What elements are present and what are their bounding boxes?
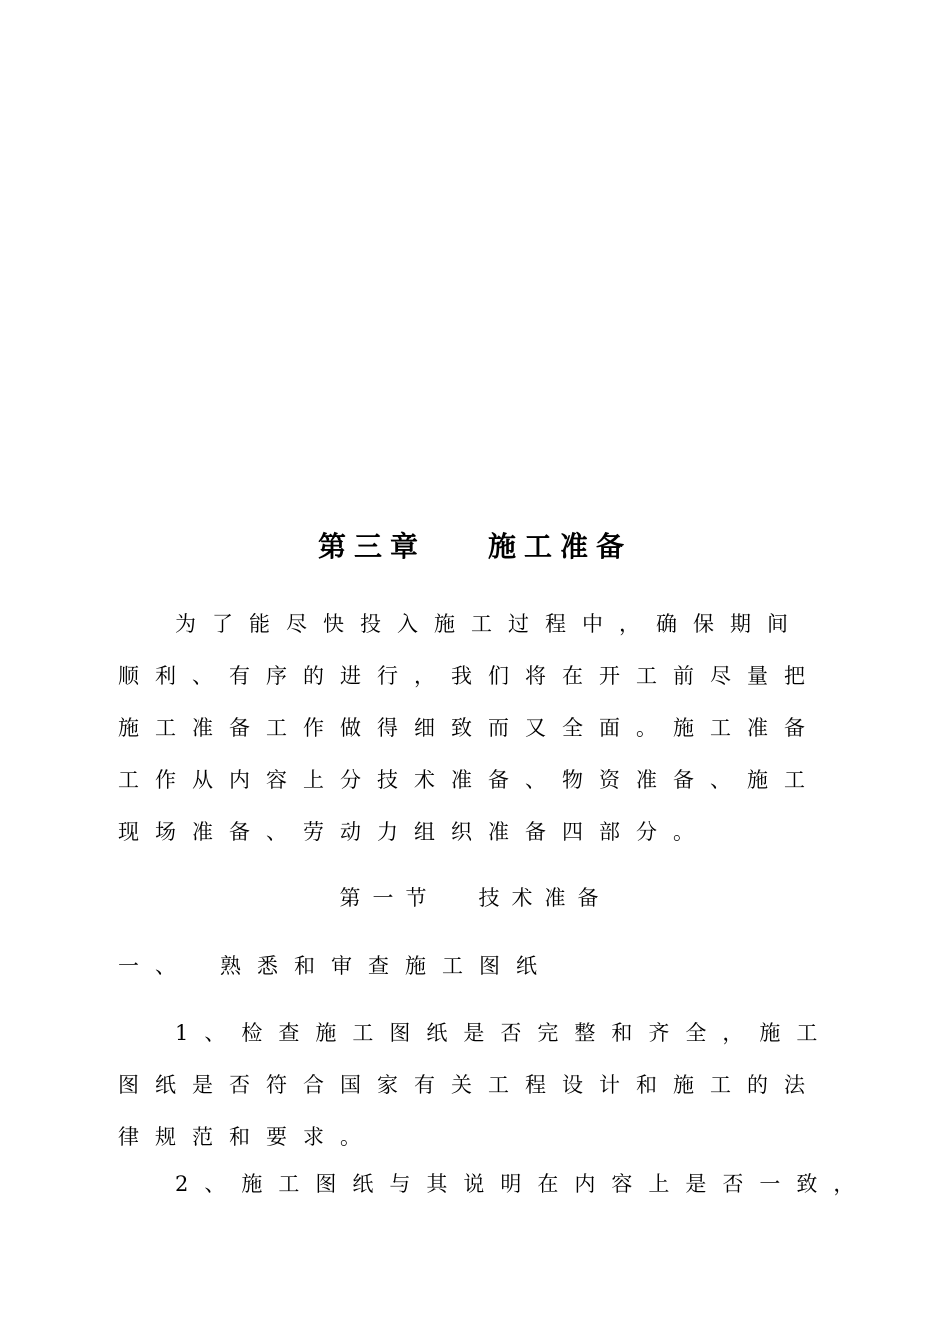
chapter-title xyxy=(0,530,950,563)
subsection-name: 熟悉和审查施工图纸 xyxy=(220,954,553,978)
paragraph-line: 2、施工图纸与其说明在内容上是否一致， xyxy=(175,1172,871,1196)
paragraph-line: 图纸是否符合国家有关工程设计和施工的法 xyxy=(118,1073,821,1097)
paragraph-line: 顺利、有序的进行，我们将在开工前尽量把 xyxy=(118,664,821,688)
paragraph-line: 为了能尽快投入施工过程中，确保期间 xyxy=(175,612,804,636)
section-title xyxy=(0,888,950,909)
chapter-name: 施工准备 xyxy=(488,530,633,563)
paragraph-line: 工作从内容上分技术准备、物资准备、施工 xyxy=(118,768,821,792)
paragraph-line: 1、检查施工图纸是否完整和齐全，施工 xyxy=(175,1021,834,1045)
section-name: 技术准备 xyxy=(478,886,611,910)
paragraph-line: 律规范和要求。 xyxy=(118,1125,377,1149)
chapter-number: 第三章 xyxy=(317,530,426,563)
subsection-number: 一、 xyxy=(118,954,192,978)
subsection-heading xyxy=(118,956,553,977)
paragraph-line: 施工准备工作做得细致而又全面。施工准备 xyxy=(118,716,821,740)
section-number: 第一节 xyxy=(339,886,439,910)
paragraph-line: 现场准备、劳动力组织准备四部分。 xyxy=(118,820,710,844)
